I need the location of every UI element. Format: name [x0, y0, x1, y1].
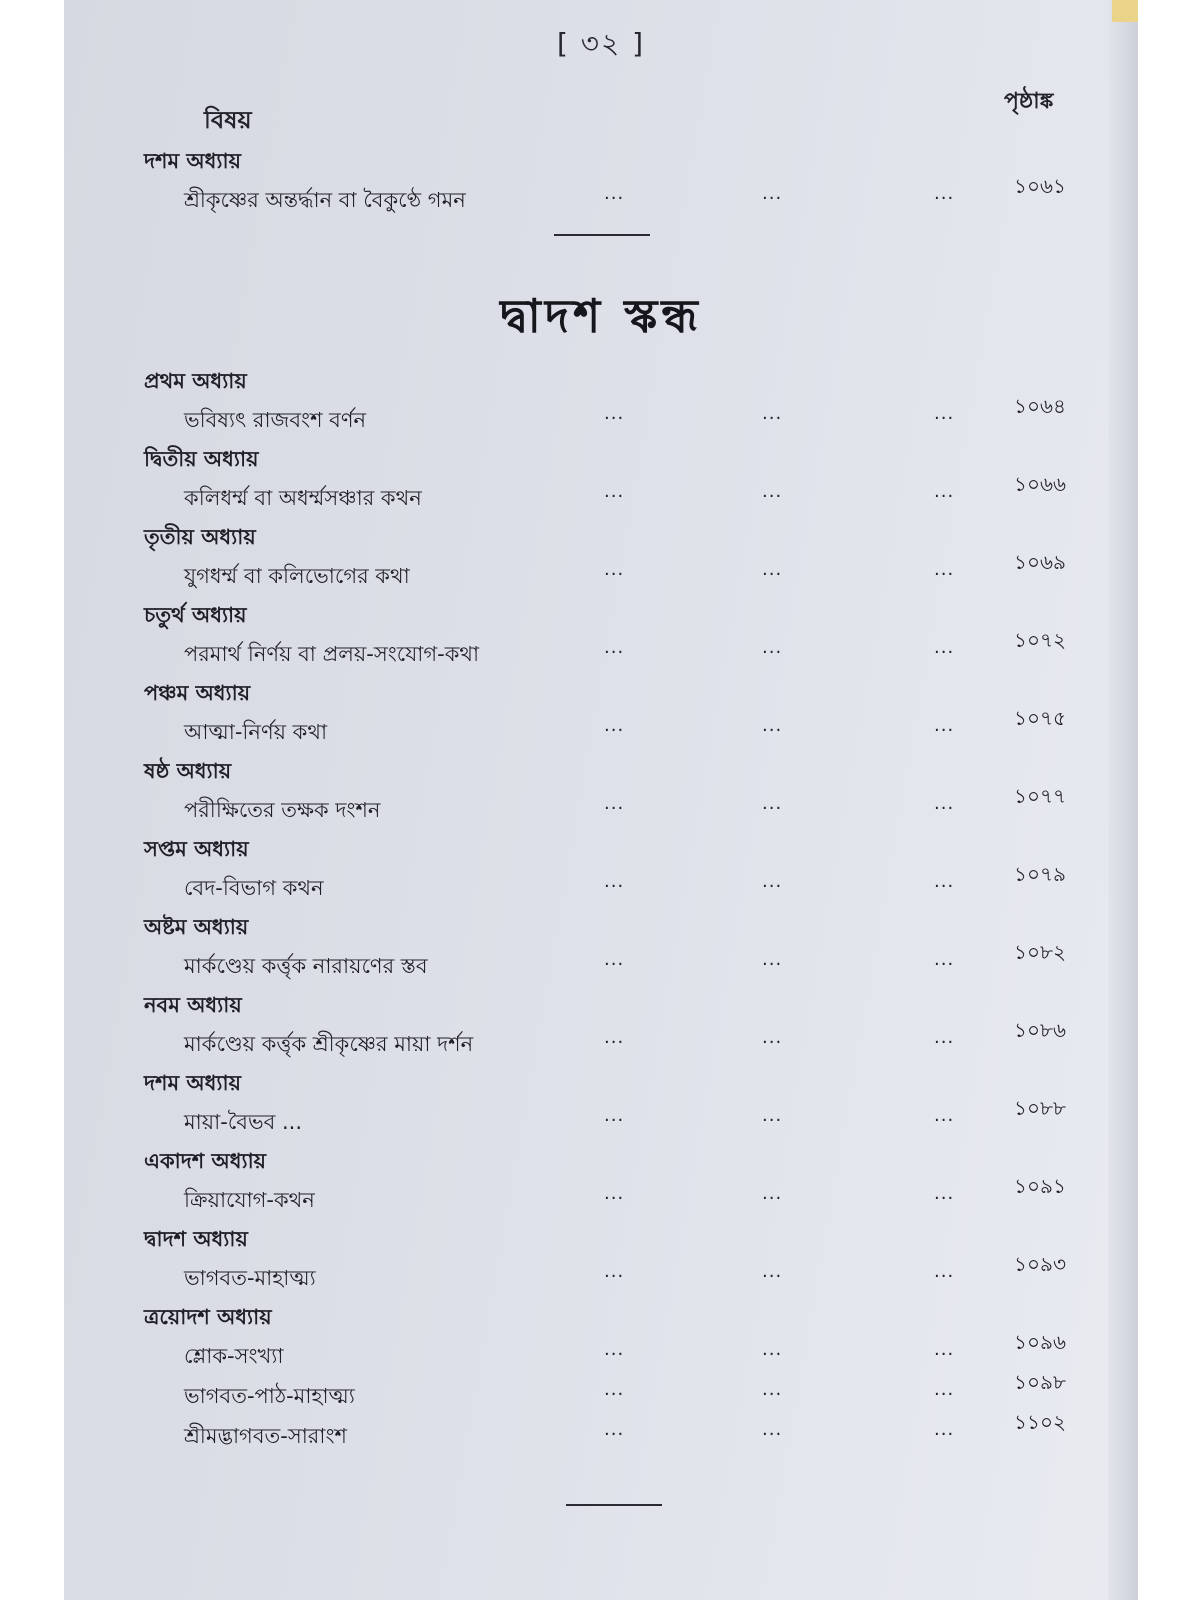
toc-entry — [144, 472, 1066, 518]
leader-dots: ... — [934, 1105, 955, 1126]
toc-entry — [144, 174, 1066, 220]
leader-dots: ... — [934, 715, 955, 736]
entry-title: ভবিষ্যৎ রাজবংশ বর্ণন — [184, 408, 367, 432]
entry-title: পরমার্থ নির্ণয় বা প্রলয়-সংযোগ-কথা — [184, 642, 480, 666]
leader-dots: ... — [604, 715, 625, 736]
entry-page-number: ১০৭৫ — [1014, 706, 1066, 730]
page-background-left — [0, 0, 64, 1600]
book-cover-corner — [1112, 0, 1138, 22]
entry-title: ভাগবত-মাহাত্ম্য — [184, 1266, 316, 1290]
entry-page-number: ১০৬৬ — [1014, 472, 1066, 496]
toc-entry — [144, 1252, 1066, 1298]
toc-entry — [144, 940, 1066, 986]
leader-dots: ... — [934, 637, 955, 658]
toc-entry — [144, 394, 1066, 440]
leader-dots: ... — [934, 1419, 955, 1440]
divider-rule-bottom — [566, 1504, 662, 1506]
entry-title: যুগধর্ম্ম বা কলিভোগের কথা — [184, 564, 410, 588]
entry-title: ক্রিয়াযোগ-কথন — [184, 1188, 315, 1212]
previous-skandha-section — [144, 142, 1064, 220]
leader-dots: ... — [762, 1379, 783, 1400]
leader-dots: ... — [604, 1419, 625, 1440]
entry-title: শ্রীকৃষ্ণের অন্তর্দ্ধান বা বৈকুণ্ঠে গমন — [184, 188, 466, 212]
leader-dots: ... — [604, 949, 625, 970]
entry-page-number: ১০৮৮ — [1014, 1096, 1066, 1120]
leader-dots: ... — [762, 871, 783, 892]
entry-page-number: ১০৭২ — [1014, 628, 1066, 652]
chapter-heading: দশম অধ্যায় — [144, 1071, 241, 1095]
toc-entry — [144, 550, 1066, 596]
entry-page-number: ১০৮২ — [1014, 940, 1066, 964]
leader-dots: ... — [934, 1261, 955, 1282]
entry-page-number: ১০৬৪ — [1014, 394, 1066, 418]
entry-page-number: ১১০২ — [1014, 1410, 1066, 1434]
toc-entry — [144, 784, 1066, 830]
leader-dots: ... — [934, 1379, 955, 1400]
chapter-heading: সপ্তম অধ্যায় — [144, 837, 249, 861]
chapter-heading: নবম অধ্যায় — [144, 993, 242, 1017]
chapter-heading: ষষ্ঠ অধ্যায় — [144, 759, 232, 783]
entry-page-number: ১০৯৬ — [1014, 1330, 1066, 1354]
leader-dots: ... — [604, 637, 625, 658]
leader-dots: ... — [762, 1183, 783, 1204]
entry-page-number: ১০৬১ — [1014, 174, 1066, 198]
subject-column-header: বিষয় — [204, 106, 252, 134]
leader-dots: ... — [762, 1261, 783, 1282]
leader-dots: ... — [762, 183, 783, 204]
chapter-heading: চতুর্থ অধ্যায় — [144, 603, 247, 627]
entry-title: পরীক্ষিতের তক্ষক দংশন — [184, 798, 381, 822]
leader-dots: ... — [934, 793, 955, 814]
leader-dots: ... — [604, 183, 625, 204]
leader-dots: ... — [762, 715, 783, 736]
toc-entry — [144, 706, 1066, 752]
chapter-heading: অষ্টম অধ্যায় — [144, 915, 249, 939]
entry-page-number: ১০৯৩ — [1014, 1252, 1066, 1276]
chapter-heading: তৃতীয় অধ্যায় — [144, 525, 256, 549]
chapter-heading: দ্বিতীয় অধ্যায় — [144, 447, 259, 471]
leader-dots: ... — [604, 1105, 625, 1126]
leader-dots: ... — [762, 403, 783, 424]
leader-dots: ... — [934, 559, 955, 580]
toc-entry — [144, 1018, 1066, 1064]
entry-title: আত্মা-নির্ণয় কথা — [184, 720, 328, 744]
leader-dots: ... — [762, 637, 783, 658]
leader-dots: ... — [934, 183, 955, 204]
leader-dots: ... — [604, 1183, 625, 1204]
leader-dots: ... — [604, 403, 625, 424]
chapter-heading: ত্রয়োদশ অধ্যায় — [144, 1305, 272, 1329]
leader-dots: ... — [934, 1339, 955, 1360]
leader-dots: ... — [604, 1261, 625, 1282]
entry-title: শ্লোক-সংখ্যা — [184, 1344, 284, 1368]
chapter-heading: দশম অধ্যায় — [144, 149, 241, 173]
leader-dots: ... — [604, 559, 625, 580]
divider-rule — [554, 234, 650, 236]
book-page — [64, 0, 1138, 1600]
toc-entry — [144, 1410, 1066, 1456]
entry-title: বেদ-বিভাগ কথন — [184, 876, 324, 900]
entry-page-number: ১০৭৯ — [1014, 862, 1066, 886]
page-edge — [1108, 0, 1138, 1600]
leader-dots: ... — [762, 1339, 783, 1360]
leader-dots: ... — [934, 871, 955, 892]
chapter-heading: একাদশ অধ্যায় — [144, 1149, 267, 1173]
entry-page-number: ১০৬৯ — [1014, 550, 1066, 574]
leader-dots: ... — [934, 949, 955, 970]
leader-dots: ... — [762, 1105, 783, 1126]
entry-title: মার্কণ্ডেয় কর্ত্তৃক শ্রীকৃষ্ণের মায়া দর্শন — [184, 1032, 474, 1056]
leader-dots: ... — [604, 793, 625, 814]
leader-dots: ... — [604, 1379, 625, 1400]
chapter-heading: পঞ্চম অধ্যায় — [144, 681, 251, 705]
leader-dots: ... — [762, 1419, 783, 1440]
leader-dots: ... — [604, 1339, 625, 1360]
toc-entry — [144, 1174, 1066, 1220]
entry-title: কলিধর্ম্ম বা অধর্ম্মসঞ্চার কথন — [184, 486, 422, 510]
toc-entry — [144, 1096, 1066, 1142]
leader-dots: ... — [604, 871, 625, 892]
table-of-contents — [144, 362, 1064, 1456]
chapter-heading: দ্বাদশ অধ্যায় — [144, 1227, 248, 1251]
leader-dots: ... — [934, 1027, 955, 1048]
leader-dots: ... — [762, 481, 783, 502]
leader-dots: ... — [762, 793, 783, 814]
entry-title: ভাগবত-পাঠ-মাহাত্ম্য — [184, 1384, 355, 1408]
leader-dots: ... — [604, 1027, 625, 1048]
toc-entry — [144, 628, 1066, 674]
leader-dots: ... — [604, 481, 625, 502]
leader-dots: ... — [934, 481, 955, 502]
leader-dots: ... — [762, 559, 783, 580]
chapter-heading: প্রথম অধ্যায় — [144, 369, 247, 393]
entry-page-number: ১০৯১ — [1014, 1174, 1066, 1198]
leader-dots: ... — [762, 949, 783, 970]
entry-page-number: ১০৯৮ — [1014, 1370, 1066, 1394]
skandha-title: দ্বাদশ স্কন্ধ — [500, 289, 702, 343]
entry-page-number: ১০৭৭ — [1014, 784, 1066, 808]
leader-dots: ... — [762, 1027, 783, 1048]
page-column-header: পৃষ্ঠাঙ্ক — [1004, 89, 1054, 114]
leader-dots: ... — [934, 403, 955, 424]
entry-page-number: ১০৮৬ — [1014, 1018, 1066, 1042]
entry-title: শ্রীমদ্ভাগবত-সারাংশ — [184, 1424, 347, 1448]
leader-dots: ... — [934, 1183, 955, 1204]
entry-title: মার্কণ্ডেয় কর্ত্তৃক নারায়ণের স্তব — [184, 954, 428, 978]
page-number: [ ৩২ ] — [556, 27, 646, 60]
toc-entry — [144, 862, 1066, 908]
entry-title: মায়া-বৈভব ... — [184, 1110, 303, 1134]
